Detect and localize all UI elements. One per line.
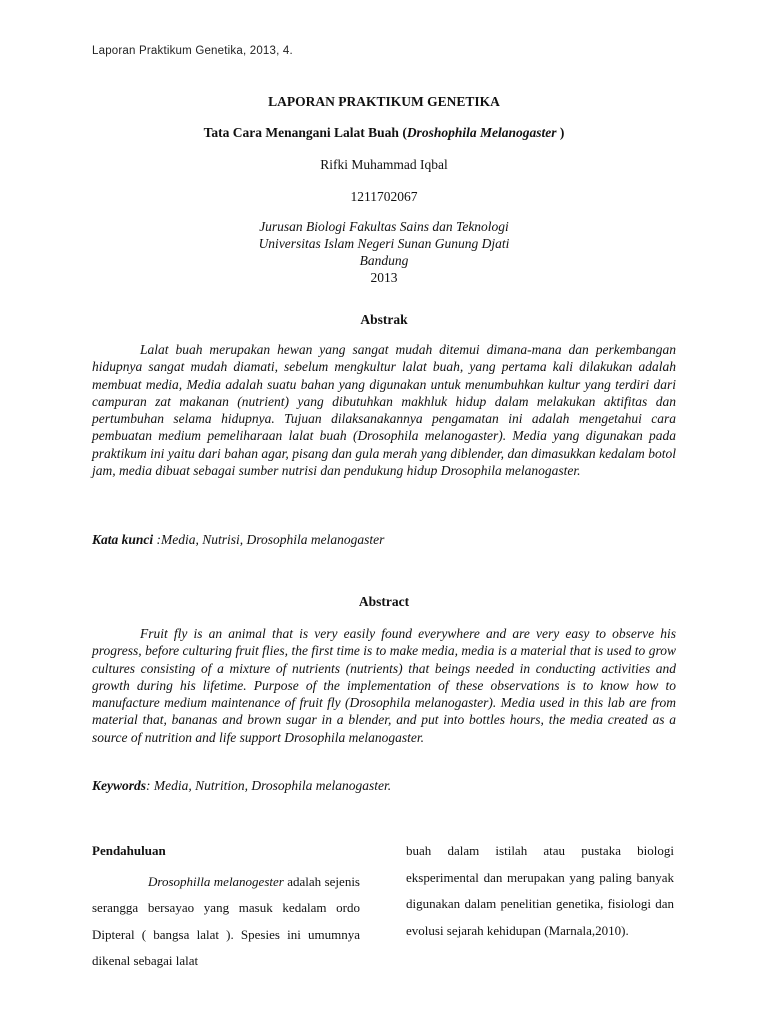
abstrak-keyword-list: :Media, Nutrisi, Drosophila melanogaster — [153, 532, 385, 547]
abstract-keyword-list: : Media, Nutrition, Drosophila melanogaster. — [146, 778, 392, 793]
right-column — [406, 838, 674, 944]
abstrak-keywords — [92, 532, 384, 548]
abstract-keywords — [92, 778, 391, 794]
paper-title: LAPORAN PRAKTIKUM GENETIKA — [268, 94, 500, 109]
abstrak-keyword-label: Kata kunci — [92, 532, 154, 547]
running-head: Laporan Praktikum Genetika, 2013, 4. — [92, 45, 293, 57]
affiliation-line-1: Jurusan Biologi Fakultas Sains dan Teknologi — [259, 219, 509, 234]
pendahuluan-left-text: adalah sejenis serangga bersayao yang masuk kedalam ordo Dipteral ( bangsa lalat ). Spesies ini umumnya dikenal sebagai lalat — [92, 873, 360, 968]
pendahuluan-paragraph-right: buah dalam istilah atau pustaka biologi eksperimental dan merupakan yang paling banyak digunakan dalam penelitian genetika, fisiologi dan evolusi sejarah kehidupan (Marnala,2010). — [406, 843, 674, 938]
affiliation-line-2: Universitas Islam Negeri Sunan Gunung Djati — [258, 236, 510, 251]
affiliation — [0, 218, 768, 286]
pendahuluan-heading: Pendahuluan — [92, 843, 166, 858]
pendahuluan-paragraph-left — [92, 869, 360, 975]
subtitle-species: Droshophila Melanogaster — [406, 125, 557, 140]
subtitle-suffix: ) — [556, 125, 565, 140]
student-id: 1211702067 — [350, 189, 418, 204]
subtitle-prefix: Tata Cara Menangani Lalat Buah ( — [203, 125, 407, 140]
affiliation-year: 2013 — [370, 270, 398, 285]
pendahuluan-species: Drosophilla melanogester — [148, 873, 284, 889]
abstract-paragraph: Fruit fly is an animal that is very easily found everywhere and are very easy to observe his progress, before culturing fruit flies, the first time is to make media, media is a material that is used to grow cultures consisting of a mixture of nutrients (nutrients) that beings needed in conducting activities and growth during his lifetime. Purpose of the implementation of these observations is to know how to manufacture medium maintenance of fruit fly (Drosophila melanogaster). Media used in this lab are from material that, bananas and brown sugar in a blender, and put into bottles hours, the media created as a source of nutrition and life support Drosophila melanogaster. — [92, 626, 676, 745]
abstract-heading: Abstract — [358, 594, 410, 609]
abstrak-heading: Abstrak — [360, 312, 408, 327]
affiliation-line-3: Bandung — [359, 253, 409, 268]
author-name: Rifki Muhammad Iqbal — [320, 157, 448, 172]
abstract-keyword-label: Keywords — [92, 778, 146, 793]
paper-subtitle — [0, 125, 768, 141]
left-column — [92, 838, 360, 975]
abstrak-paragraph: Lalat buah merupakan hewan yang sangat mudah ditemui dimana-mana dan perkembangan hidupnya sangat mudah diamati, sebelum mengkultur lalat buah, yang pertama kali dilakukan adalah membuat media, Media adalah suatu bahan yang digunakan untuk menumbuhkan kultur yang terdiri dari campuran zat makanan (nutrient) yang dibutuhkan makhluk hidup dalam melakukan aktifitas dan pertumbuhan selama hidupnya. Tujuan dilaksanakannya pengamatan ini adalah mengetahui cara pembuatan medium pemeliharaan lalat buah (Drosophila melanogaster). Media yang digunakan pada praktikum ini yaitu dari bahan agar, pisang dan gula merah yang diblender, dan dimasukkan kedalam botol jam, media dibuat sebagai sumber nutrisi dan pendukung hidup Drosophila melanogaster. — [92, 342, 676, 479]
